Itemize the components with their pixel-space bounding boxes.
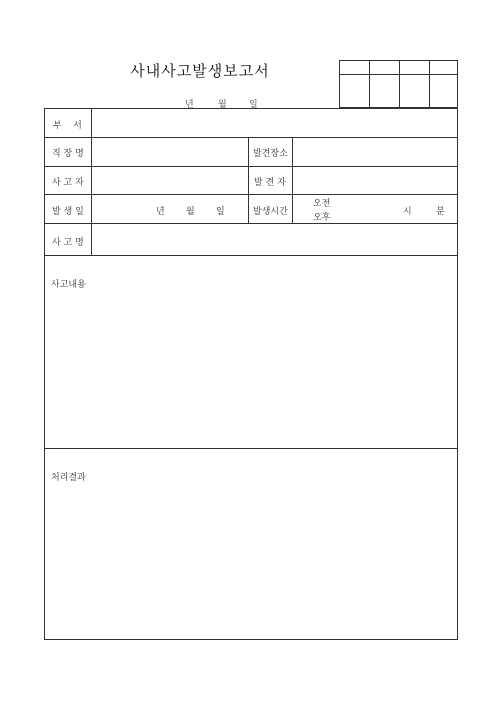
occurred-date-label: 발 생 일 — [52, 207, 84, 217]
victim-field[interactable] — [92, 167, 248, 194]
occurred-time-label: 발생시간 — [253, 207, 288, 217]
accident-name-label: 사 고 명 — [52, 238, 84, 248]
report-date-day: 일 — [249, 100, 258, 110]
department-label: 부 서 — [53, 121, 82, 131]
details-label: 사고내용 — [51, 280, 86, 290]
hour-label: 시 — [403, 207, 412, 217]
report-date-month: 월 — [218, 100, 227, 110]
occurred-date-day: 일 — [216, 207, 225, 217]
minute-label: 분 — [436, 207, 445, 217]
accident-name-field[interactable] — [92, 224, 458, 255]
result-field[interactable] — [45, 449, 458, 639]
approval-divider — [399, 61, 400, 107]
report-date-year: 년 — [185, 100, 194, 110]
workplace-label: 직 장 명 — [52, 149, 84, 159]
occurred-date-month: 월 — [186, 207, 195, 217]
finder-field[interactable] — [293, 167, 458, 194]
approval-boxes — [339, 60, 458, 108]
victim-label: 사 고 자 — [52, 178, 84, 188]
occurred-date-year: 년 — [156, 207, 165, 217]
approval-divider — [429, 61, 430, 107]
finder-label: 발 견 자 — [254, 178, 286, 188]
details-field[interactable] — [45, 256, 458, 448]
department-field[interactable] — [92, 109, 458, 137]
pm-label: 오후 — [313, 213, 331, 223]
location-field[interactable] — [293, 138, 458, 166]
report-form — [44, 108, 458, 640]
location-label: 발견장소 — [253, 149, 288, 159]
row-divider — [45, 194, 457, 195]
approval-divider — [369, 61, 370, 107]
am-label: 오전 — [313, 199, 331, 209]
workplace-field[interactable] — [92, 138, 248, 166]
middle-column-divider — [248, 137, 249, 223]
result-label: 처리결과 — [51, 473, 86, 483]
page-title: 사내사고발생보고서 — [130, 62, 270, 80]
